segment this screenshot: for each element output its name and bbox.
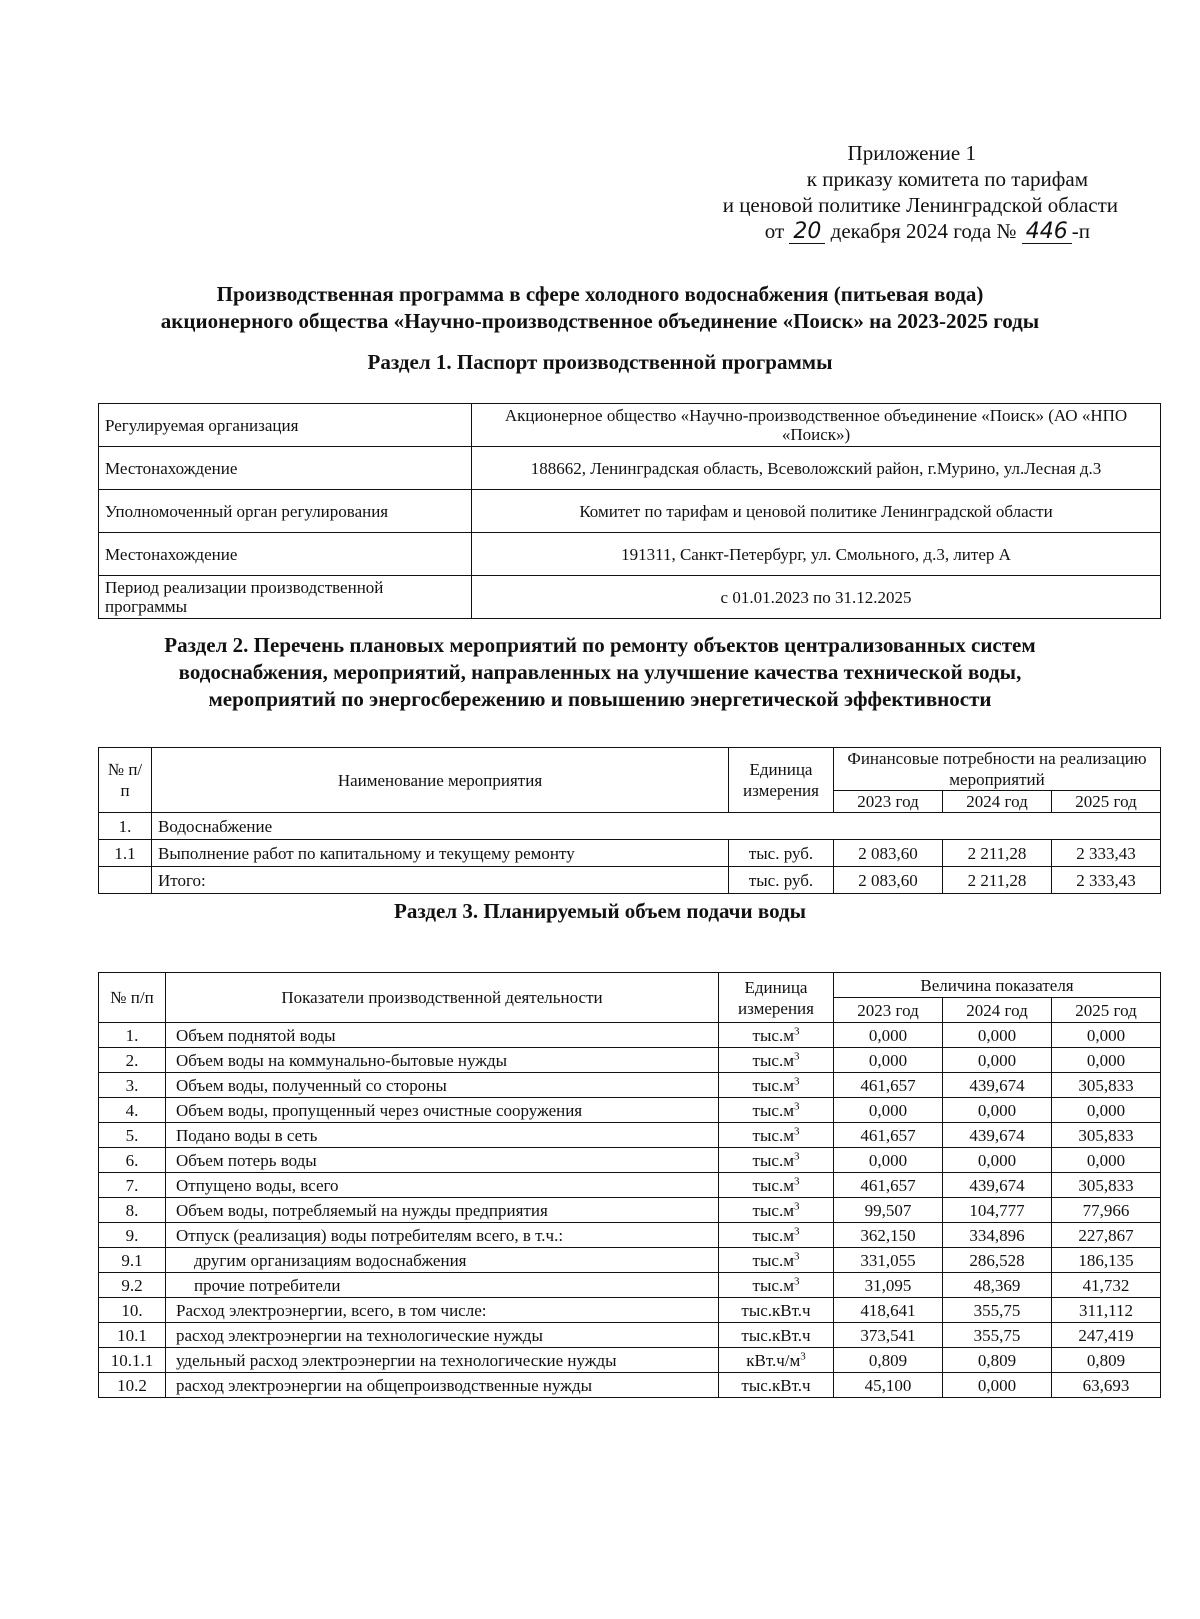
appendix-date-line (723, 218, 1090, 244)
header-2024: 2024 год (943, 998, 1052, 1023)
table-row (99, 1098, 1161, 1123)
row-name: расход электроэнергии на технологические нужды (166, 1323, 719, 1348)
row-2025: 0,809 (1052, 1348, 1161, 1373)
handwritten-number: 446 (1022, 221, 1072, 244)
row-2023: 362,150 (834, 1223, 943, 1248)
unit-text: тыс.м (752, 1050, 794, 1070)
row-unit (719, 1023, 834, 1048)
unit-text: кВт.ч/м (746, 1350, 801, 1370)
table-row (99, 1248, 1161, 1273)
row-2025: 41,732 (1052, 1273, 1161, 1298)
row-2024: 0,000 (943, 1373, 1052, 1398)
table-row (99, 840, 1161, 867)
row-2024: 439,674 (943, 1073, 1052, 1098)
row-2025: 77,966 (1052, 1198, 1161, 1223)
row-2023: 31,095 (834, 1273, 943, 1298)
row-name: удельный расход электроэнергии на технологические нужды (166, 1348, 719, 1373)
row-num: 7. (99, 1173, 166, 1198)
unit-superscript: 3 (793, 1074, 800, 1087)
row-num: 2. (99, 1048, 166, 1073)
unit-text: тыс.м (752, 1150, 794, 1170)
row-name: Объем поднятой воды (166, 1023, 719, 1048)
row-2024: 48,369 (943, 1273, 1052, 1298)
row-2025: 63,693 (1052, 1373, 1161, 1398)
row-num: 1. (99, 1023, 166, 1048)
row-num: 9.2 (99, 1273, 166, 1298)
unit-text: тыс.м (752, 1200, 794, 1220)
row-2024: 0,000 (943, 1148, 1052, 1173)
row-2023: 418,641 (834, 1298, 943, 1323)
row-num: 10. (99, 1298, 166, 1323)
passport-key: Уполномоченный орган регулирования (99, 490, 472, 533)
table-row (99, 490, 1161, 533)
row-unit (719, 1173, 834, 1198)
row-unit: тыс. руб. (729, 867, 834, 894)
row-unit (719, 1198, 834, 1223)
row-2023: 2 083,60 (834, 840, 943, 867)
header-unit: Единица измерения (729, 748, 834, 813)
row-2024: 355,75 (943, 1323, 1052, 1348)
row-2024: 439,674 (943, 1173, 1052, 1198)
row-unit (719, 1148, 834, 1173)
row-2024: 286,528 (943, 1248, 1052, 1273)
row-name: Выполнение работ по капитальному и текущему ремонту (152, 840, 729, 867)
date-prefix: от (764, 219, 785, 243)
unit-text: тыс.м (752, 1125, 794, 1145)
document-title (0, 281, 1200, 335)
passport-value: 188662, Ленинградская область, Всеволожский район, г.Мурино, ул.Лесная д.3 (472, 447, 1161, 490)
row-2023: 461,657 (834, 1073, 943, 1098)
handwritten-day: 20 (789, 221, 825, 244)
unit-text: тыс.м (752, 1175, 794, 1195)
table-row (99, 813, 1161, 840)
row-2025: 305,833 (1052, 1073, 1161, 1098)
row-num: 5. (99, 1123, 166, 1148)
unit-superscript: 3 (793, 1124, 800, 1137)
passport-value: с 01.01.2023 по 31.12.2025 (472, 576, 1161, 619)
row-2025: 311,112 (1052, 1298, 1161, 1323)
row-name: Объем воды, пропущенный через очистные сооружения (166, 1098, 719, 1123)
group-name: Водоснабжение (152, 813, 1161, 840)
row-2024: 334,896 (943, 1223, 1052, 1248)
header-2023: 2023 год (834, 998, 943, 1023)
unit-superscript: 3 (793, 1174, 800, 1187)
row-num: 9.1 (99, 1248, 166, 1273)
unit-superscript: 3 (793, 1049, 800, 1062)
unit-text: тыс.м (752, 1100, 794, 1120)
row-2025: 305,833 (1052, 1173, 1161, 1198)
appendix-line3: и ценовой политике Ленинградской области (722, 193, 1118, 217)
row-2023: 0,809 (834, 1348, 943, 1373)
row-unit (719, 1098, 834, 1123)
header-name: Показатели производственной деятельности (166, 973, 719, 1023)
row-num: 4. (99, 1098, 166, 1123)
table-row (99, 1073, 1161, 1098)
row-num: 9. (99, 1223, 166, 1248)
unit-superscript: 3 (793, 1249, 800, 1262)
row-num: 6. (99, 1148, 166, 1173)
row-2024: 439,674 (943, 1123, 1052, 1148)
passport-value: 191311, Санкт-Петербург, ул. Смольного, д.3, литер А (472, 533, 1161, 576)
table-row (99, 1048, 1161, 1073)
section2-title-line3: мероприятий по энергосбережению и повышению энергетической эффективности (208, 687, 992, 711)
row-unit (719, 1273, 834, 1298)
row-name: Объем воды, потребляемый на нужды предприятия (166, 1198, 719, 1223)
passport-key: Период реализации производственной программы (99, 576, 472, 619)
row-num: 10.1.1 (99, 1348, 166, 1373)
row-unit: тыс. руб. (729, 840, 834, 867)
row-name: расход электроэнергии на общепроизводственные нужды (166, 1373, 719, 1398)
header-value: Величина показателя (834, 973, 1161, 998)
section3-title: Раздел 3. Планируемый объем подачи воды (394, 899, 806, 923)
header-2025: 2025 год (1052, 998, 1161, 1023)
row-2023: 461,657 (834, 1173, 943, 1198)
row-2025: 2 333,43 (1052, 840, 1161, 867)
header-2025: 2025 год (1052, 791, 1161, 813)
row-2023: 0,000 (834, 1023, 943, 1048)
table-row (99, 1173, 1161, 1198)
row-unit (719, 1248, 834, 1273)
header-num: № п/п (99, 973, 166, 1023)
table-row (99, 1273, 1161, 1298)
row-2023: 331,055 (834, 1248, 943, 1273)
table-row (99, 1023, 1161, 1048)
row-name: другим организациям водоснабжения (166, 1248, 719, 1273)
row-2024: 104,777 (943, 1198, 1052, 1223)
row-2025: 0,000 (1052, 1098, 1161, 1123)
row-unit (719, 1073, 834, 1098)
row-name: Объем потерь воды (166, 1148, 719, 1173)
table-row (99, 1348, 1161, 1373)
row-num: 10.2 (99, 1373, 166, 1398)
header-name: Наименование мероприятия (152, 748, 729, 813)
passport-value: Комитет по тарифам и ценовой политике Ленинградской области (472, 490, 1161, 533)
row-2023: 99,507 (834, 1198, 943, 1223)
row-2024: 2 211,28 (943, 840, 1052, 867)
row-name: Подано воды в сеть (166, 1123, 719, 1148)
document-title-line1: Производственная программа в сфере холодного водоснабжения (питьевая вода) (216, 282, 984, 306)
header-2023: 2023 год (834, 791, 943, 813)
passport-key: Местонахождение (99, 447, 472, 490)
row-2025: 305,833 (1052, 1123, 1161, 1148)
table-row (99, 1123, 1161, 1148)
row-2024: 0,000 (943, 1048, 1052, 1073)
appendix-line2: к приказу комитета по тарифам (806, 167, 1088, 191)
row-num: 8. (99, 1198, 166, 1223)
row-num: 1.1 (99, 840, 152, 867)
number-suffix: -п (1071, 219, 1090, 243)
unit-superscript: 3 (793, 1149, 800, 1162)
unit-text: тыс.кВт.ч (741, 1375, 811, 1395)
row-2025: 0,000 (1052, 1023, 1161, 1048)
row-2023: 45,100 (834, 1373, 943, 1398)
row-2025: 227,867 (1052, 1223, 1161, 1248)
row-unit (719, 1298, 834, 1323)
section2-title-line2: водоснабжения, мероприятий, направленных на улучшение качества технической воды, (178, 660, 1022, 684)
header-num: № п/п (99, 748, 152, 813)
row-name: Отпущено воды, всего (166, 1173, 719, 1198)
row-2025: 2 333,43 (1052, 867, 1161, 894)
header-finance: Финансовые потребности на реализацию мероприятий (834, 748, 1161, 791)
row-2023: 373,541 (834, 1323, 943, 1348)
row-2023: 461,657 (834, 1123, 943, 1148)
measures-table (98, 747, 1161, 894)
appendix-line1: Приложение 1 (847, 141, 976, 165)
document-title-line2: акционерного общества «Научно-производственное объединение «Поиск» на 2023-2025 годы (160, 309, 1040, 333)
unit-superscript: 3 (793, 1024, 800, 1037)
table-row (99, 404, 1161, 447)
row-num: 3. (99, 1073, 166, 1098)
row-name: Объем воды на коммунально-бытовые нужды (166, 1048, 719, 1073)
row-unit (719, 1323, 834, 1348)
header-2024: 2024 год (943, 791, 1052, 813)
row-2024: 0,000 (943, 1023, 1052, 1048)
row-unit (719, 1123, 834, 1148)
row-2024: 355,75 (943, 1298, 1052, 1323)
unit-text: тыс.м (752, 1025, 794, 1045)
row-2025: 0,000 (1052, 1048, 1161, 1073)
row-2023: 2 083,60 (834, 867, 943, 894)
row-2025: 247,419 (1052, 1323, 1161, 1348)
unit-superscript: 3 (793, 1274, 800, 1287)
row-2023: 0,000 (834, 1148, 943, 1173)
row-unit (719, 1348, 834, 1373)
row-name: Расход электроэнергии, всего, в том числе: (166, 1298, 719, 1323)
section1-title: Раздел 1. Паспорт производственной программы (367, 350, 833, 374)
row-2023: 0,000 (834, 1098, 943, 1123)
unit-text: тыс.м (752, 1225, 794, 1245)
table-row (99, 867, 1161, 894)
passport-key: Регулируемая организация (99, 404, 472, 447)
row-num (99, 867, 152, 894)
unit-superscript: 3 (793, 1224, 800, 1237)
table-row (99, 533, 1161, 576)
row-name: Итого: (152, 867, 729, 894)
group-num: 1. (99, 813, 152, 840)
row-unit (719, 1373, 834, 1398)
passport-key: Местонахождение (99, 533, 472, 576)
table-row (99, 1373, 1161, 1398)
passport-table (98, 403, 1161, 619)
table-row (99, 1223, 1161, 1248)
row-2025: 0,000 (1052, 1148, 1161, 1173)
table-row (99, 447, 1161, 490)
table-row (99, 1323, 1161, 1348)
unit-superscript: 3 (793, 1099, 800, 1112)
section2-title (0, 632, 1200, 713)
row-name: прочие потребители (166, 1273, 719, 1298)
row-name: Отпуск (реализация) воды потребителям всего, в т.ч.: (166, 1223, 719, 1248)
unit-text: тыс.м (752, 1075, 794, 1095)
table-row (99, 1298, 1161, 1323)
row-2024: 0,000 (943, 1098, 1052, 1123)
table-row (99, 1198, 1161, 1223)
unit-text: тыс.м (752, 1250, 794, 1270)
unit-text: тыс.кВт.ч (741, 1300, 811, 1320)
row-2023: 0,000 (834, 1048, 943, 1073)
passport-value: Акционерное общество «Научно-производственное объединение «Поиск» (АО «НПО «Поиск») (472, 404, 1161, 447)
date-middle: декабря 2024 года № (830, 219, 1017, 243)
row-num: 10.1 (99, 1323, 166, 1348)
unit-text: тыс.м (752, 1275, 794, 1295)
appendix-header (723, 140, 1118, 244)
row-unit (719, 1048, 834, 1073)
row-2024: 2 211,28 (943, 867, 1052, 894)
unit-superscript: 3 (793, 1199, 800, 1212)
row-2025: 186,135 (1052, 1248, 1161, 1273)
row-name: Объем воды, полученный со стороны (166, 1073, 719, 1098)
row-2024: 0,809 (943, 1348, 1052, 1373)
unit-superscript: 3 (800, 1349, 806, 1362)
table-row (99, 1148, 1161, 1173)
header-unit: Единица измерения (719, 973, 834, 1023)
unit-text: тыс.кВт.ч (741, 1325, 811, 1345)
row-unit (719, 1223, 834, 1248)
section2-title-line1: Раздел 2. Перечень плановых мероприятий по ремонту объектов централизованных систем (164, 633, 1036, 657)
table-row (99, 576, 1161, 619)
water-supply-table (98, 972, 1161, 1398)
